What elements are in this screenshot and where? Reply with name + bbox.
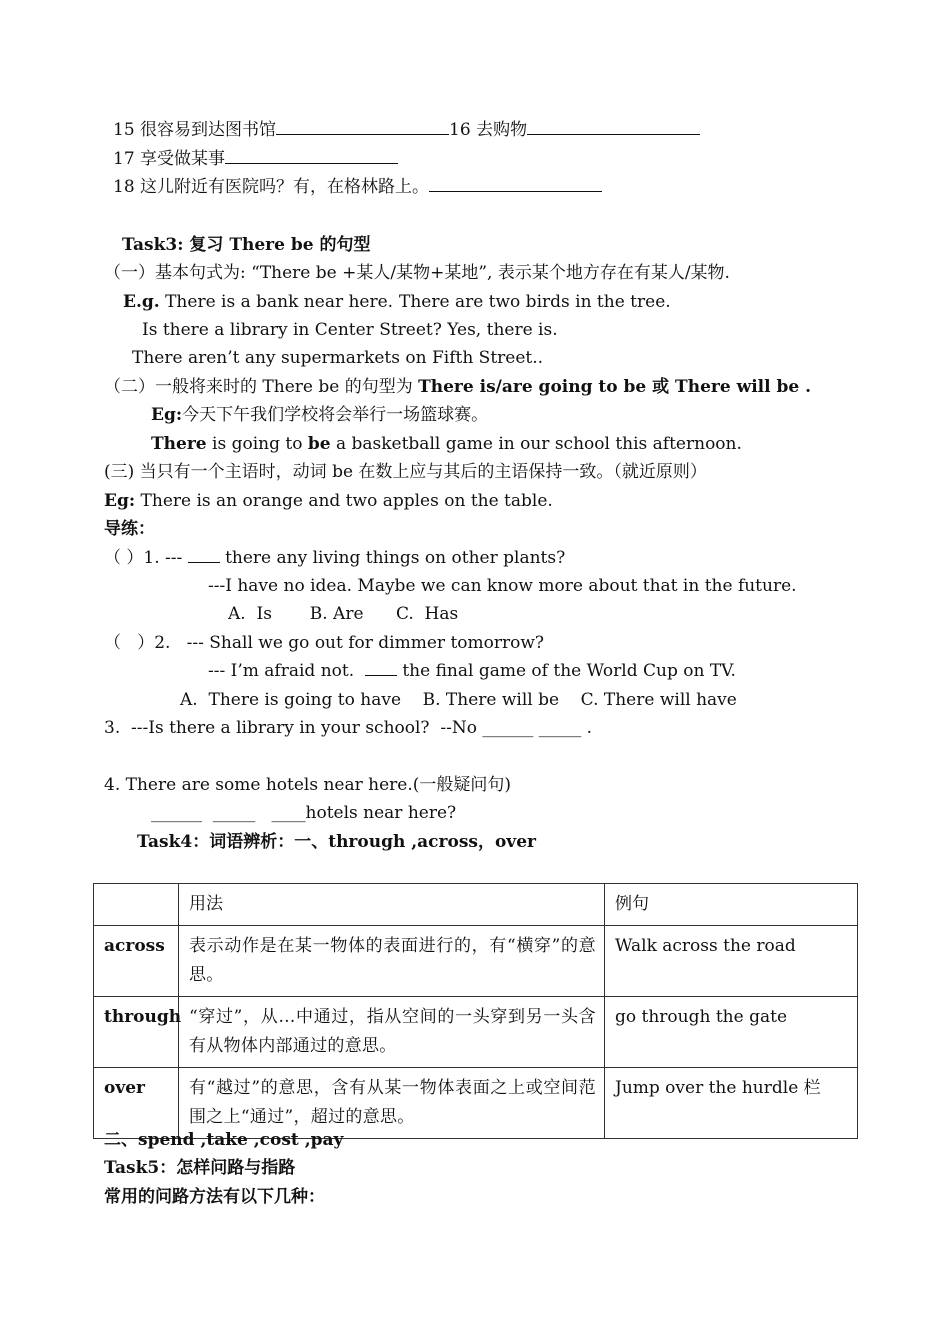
table-cell-usage: 有“越过”的意思，含有从某一物体表面之上或空间范围之上“通过”，超过的意思。 <box>179 1068 605 1139</box>
question-text: there any living things on other plants? <box>219 548 566 568</box>
example-sentence: There is an orange and two apples on the table. <box>135 491 553 511</box>
eg-label: E.g. <box>123 292 160 312</box>
question-4-line-2: ______ _____ ____hotels near here? <box>151 803 457 823</box>
table-header-cell: 用法 <box>179 884 605 926</box>
task3-example-1 <box>123 291 393 313</box>
table-row <box>94 926 858 997</box>
example-sentence: There are two birds in the tree. <box>399 292 671 312</box>
task3-rule-3: (三) 当只有一个主语时，动词 be 在数上应与其后的主语保持一致。（就近原则） <box>104 462 707 482</box>
question-text: the final game of the World Cup on TV. <box>396 661 736 681</box>
section-2-title: 二、spend ,take ,cost ,pay <box>104 1130 344 1150</box>
eg-label: Eg: <box>151 405 183 425</box>
question-2-line-2 <box>208 660 736 682</box>
question-2: （ ）2. --- Shall we go out for dimmer tomorrow? <box>104 633 545 653</box>
table-row <box>94 1068 858 1139</box>
table-cell-word: across <box>94 926 179 997</box>
vocab-item-17: 17 享受做某事 <box>113 149 226 169</box>
task3-example-6 <box>104 490 553 512</box>
task3-rule-1: （一）基本句式为: “There be +某人/某物+某地”, 表示某个地方存在有某人/某物. <box>104 263 730 283</box>
example-text: is going to <box>206 434 308 454</box>
eg-label: Eg: <box>104 491 136 511</box>
table-cell-example: Jump over the hurdle 栏 <box>605 1068 858 1139</box>
answer-blank[interactable] <box>527 120 700 135</box>
example-sentence: 今天下午我们学校将会举行一场篮球赛。 <box>182 405 489 425</box>
table-header-cell <box>94 884 179 926</box>
vocab-line-17 <box>113 148 398 170</box>
table-cell-example: Walk across the road <box>605 926 858 997</box>
table-cell-usage: 表示动作是在某一物体的表面进行的，有“横穿”的意思。 <box>179 926 605 997</box>
question-1-options: A. Is B. Are C. Has <box>228 604 459 624</box>
question-text: --- I’m afraid not. <box>208 661 365 681</box>
question-3: 3. ---Is there a library in your school? --No ______ _____ . <box>104 718 593 738</box>
rule-text: （二）一般将来时的 There be 的句型为 <box>104 377 419 397</box>
answer-blank[interactable] <box>429 177 602 192</box>
example-text: a basketball game in our school this afternoon. <box>330 434 742 454</box>
vocab-line-15-16 <box>113 119 700 141</box>
answer-blank[interactable] <box>276 120 449 135</box>
question-1 <box>104 547 565 569</box>
task3-example-4 <box>151 404 488 426</box>
rule-pattern: There is/are going to be 或 There will be . <box>418 377 812 397</box>
vocab-line-18 <box>113 176 602 198</box>
keyword: be <box>307 434 331 454</box>
table-cell-example: go through the gate <box>605 997 858 1068</box>
question-text: （ ）1. --- <box>104 548 188 568</box>
table-header-cell: 例句 <box>605 884 858 926</box>
table-header-row <box>94 884 858 926</box>
table-cell-word: over <box>94 1068 179 1139</box>
answer-blank[interactable] <box>188 548 220 563</box>
task5-subtitle: 常用的问路方法有以下几种： <box>104 1187 325 1207</box>
answer-blank[interactable] <box>225 149 398 164</box>
vocab-item-15: 15 很容易到达图书馆 <box>113 120 277 140</box>
task4-title: Task4：词语辨析：一、through ,across，over <box>137 832 536 852</box>
example-sentence: Is there a library in Center Street? Yes, there is. <box>142 320 558 340</box>
vocab-item-16: 16 去购物 <box>449 120 528 140</box>
task3-example-5 <box>151 433 742 455</box>
keyword: There <box>151 434 207 454</box>
question-2-options: A. There is going to have B. There will be C. There will have <box>180 690 737 710</box>
vocab-item-18: 18 这儿附近有医院吗？有，在格林路上。 <box>113 177 430 197</box>
table-cell-usage: “穿过”，从…中通过，指从空间的一头穿到另一头含有从物体内部通过的意思。 <box>179 997 605 1068</box>
example-sentence: There is a bank near here. <box>159 292 394 312</box>
table-cell-word: through <box>94 997 179 1068</box>
word-comparison-table <box>93 883 858 1139</box>
answer-blank[interactable] <box>365 661 397 676</box>
task3-title: Task3: 复习 There be 的句型 <box>122 235 371 255</box>
task5-title: Task5：怎样问路与指路 <box>104 1158 296 1178</box>
question-1-line-2: ---I have no idea. Maybe we can know more about that in the future. <box>208 576 797 596</box>
task3-rule-2 <box>104 376 811 398</box>
table-row <box>94 997 858 1068</box>
question-4: 4. There are some hotels near here.(一般疑问句) <box>104 775 512 795</box>
example-sentence: There aren’t any supermarkets on Fifth Street.. <box>132 348 544 368</box>
practice-title: 导练： <box>104 519 155 539</box>
